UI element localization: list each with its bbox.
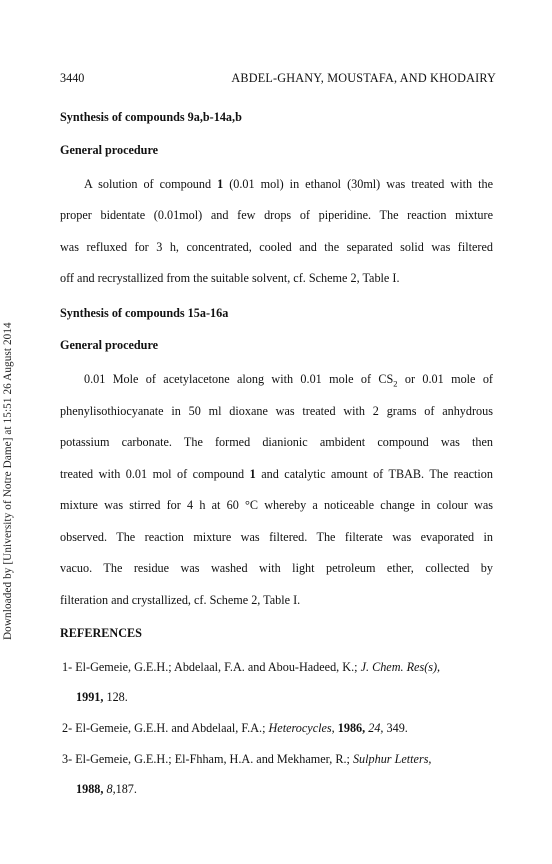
paragraph-line: mixture was stirred for 4 h at 60 °C whereby a noticeable change in colour was [60,498,493,512]
paragraph-line: treated with 0.01 mol of compound 1 and catalytic amount of TBAB. The reaction [60,467,493,481]
paragraph-line: vacuo. The residue was washed with light petroleum ether, collected by [60,561,493,575]
download-watermark: Downloaded by [University of Notre Dame] at 15:51 26 August 2014 [2,322,14,640]
paragraph-line: off and recrystallized from the suitable solvent, cf. Scheme 2, Table I. [60,271,400,285]
paragraph-line: proper bidentate (0.01mol) and few drops of piperidine. The reaction mixture [60,208,493,222]
reference-item-continued: 1991, 128. [76,690,128,704]
running-title: ABDEL-GHANY, MOUSTAFA, AND KHODAIRY [231,71,496,85]
paragraph-line: was refluxed for 3 h, concentrated, cooled and the separated solid was filtered [60,240,493,254]
paragraph-line: A solution of compound 1 (0.01 mol) in ethanol (30ml) was treated with the [84,177,493,191]
section-subtitle-general-procedure-2: General procedure [60,338,159,352]
section-title-synthesis-9a: Synthesis of compounds 9a,b-14a,b [60,110,242,124]
reference-item-continued: 1988, 8,187. [76,782,137,796]
references-heading: REFERENCES [60,626,142,640]
paragraph-line: observed. The reaction mixture was filtered. The filterate was evaporated in [60,530,493,544]
section-subtitle-general-procedure-1: General procedure [60,143,159,157]
page-number: 3440 [60,71,85,85]
paragraph-line: phenylisothiocyanate in 50 ml dioxane was treated with 2 grams of anhydrous [60,404,493,418]
paragraph-line: potassium carbonate. The formed dianionic ambident compound was then [60,435,493,449]
reference-item: 2- El-Gemeie, G.E.H. and Abdelaal, F.A.; Heterocycles, 1986, 24, 349. [62,721,408,735]
paragraph-line: 0.01 Mole of acetylacetone along with 0.01 mole of $CS_2$ or 0.01 mole of [84,372,493,389]
compound-ref: 1 [217,177,224,191]
reference-item: 3- El-Gemeie, G.E.H.; El-Fhham, H.A. and Mekhamer, R.; Sulphur Letters, [62,752,432,766]
compound-ref: 1 [249,467,256,481]
paragraph-line: filteration and crystallized, cf. Scheme 2, Table I. [60,593,301,607]
reference-item: 1- El-Gemeie, G.E.H.; Abdelaal, F.A. and Abou-Hadeed, K.; J. Chem. Res(s), [62,660,441,674]
section-title-synthesis-15a: Synthesis of compounds 15a-16a [60,306,229,320]
